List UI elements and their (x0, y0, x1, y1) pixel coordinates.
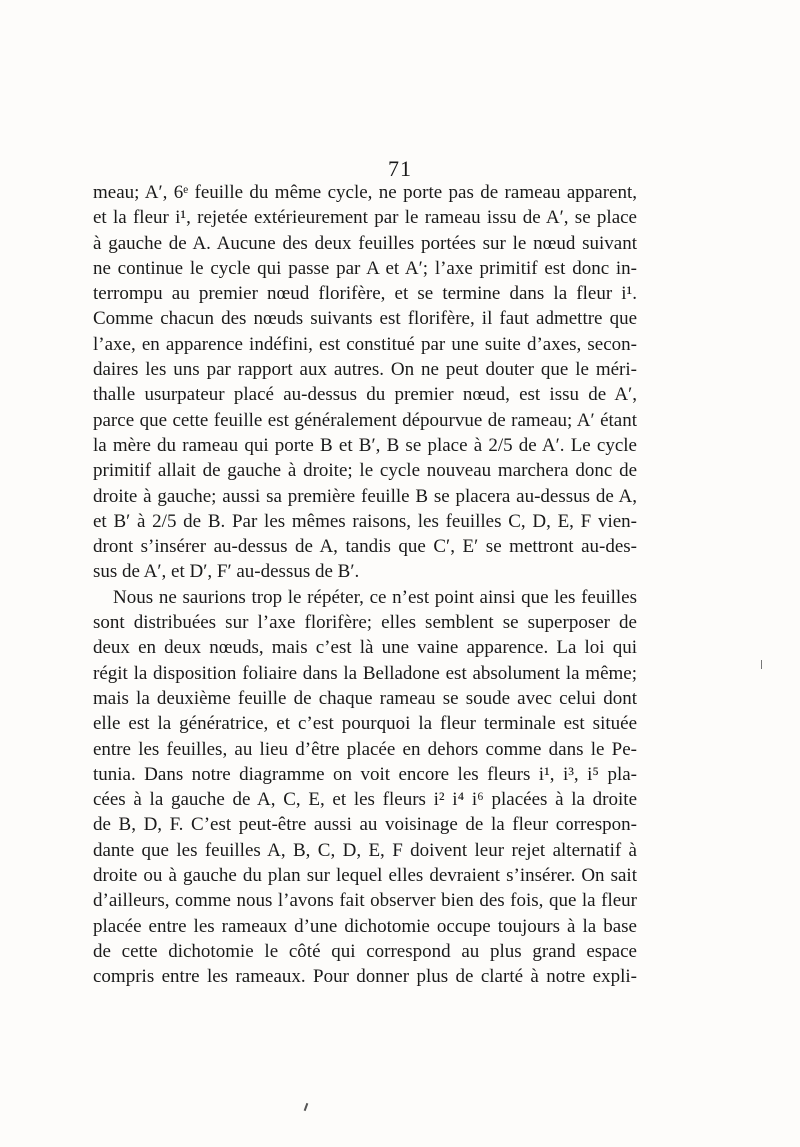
text-line: primitif allait de gauche à droite; le cycle nouveau marchera donc de (93, 460, 637, 482)
text-line: et la fleur i¹, rejetée extérieurement par le rameau issu de A′, se place (93, 207, 637, 229)
text-line: ne continue le cycle qui passe par A et A′; l’axe primitif est donc in- (93, 257, 637, 279)
text-line: et B′ à 2/5 de B. Par les mêmes raisons, les feuilles C, D, E, F vien- (93, 510, 637, 532)
text-line: cées à la gauche de A, C, E, et les fleurs i² i⁴ i⁶ placées à la droite (93, 789, 637, 811)
paragraph-2 (93, 585, 637, 990)
text-line: meau; A′, 6ᵉ feuille du même cycle, ne porte pas de rameau apparent, (93, 182, 637, 203)
text-line: deux en deux nœuds, mais c’est là une vaine apparence. La loi qui (93, 637, 637, 659)
text-line: dront s’insérer au-dessus de A, tandis que C′, E′ se mettront au-des- (93, 536, 637, 558)
body-text (93, 180, 637, 990)
text-line: de cette dichotomie le côté qui correspond au plus grand espace (93, 940, 637, 962)
page-number: 71 (388, 156, 412, 181)
text-line: d’ailleurs, comme nous l’avons fait observer bien des fois, que la fleur (93, 890, 637, 912)
text-line: compris entre les rameaux. Pour donner plus de clarté à notre expli- (93, 966, 637, 988)
text-line: Comme chacun des nœuds suivants est florifère, il faut admettre que (93, 308, 637, 330)
text-line: thalle usurpateur placé au-dessus du premier nœud, est issu de A′, (93, 384, 637, 406)
text-line: placée entre les rameaux d’une dichotomie occupe toujours à la base (93, 915, 637, 937)
text-line: terrompu au premier nœud florifère, et se termine dans la fleur i¹. (93, 283, 637, 305)
text-line: de B, D, F. C’est peut-être aussi au voisinage de la fleur correspon- (93, 814, 637, 836)
text-line: dante que les feuilles A, B, C, D, E, F doivent leur rejet alternatif à (93, 839, 637, 861)
text-line: entre les feuilles, au lieu d’être placée en dehors comme dans le Pe- (93, 738, 637, 760)
text-line: régit la disposition foliaire dans la Belladone est absolument la même; (93, 662, 637, 684)
text-line: l’axe, en apparence indéfini, est constitué par une suite d’axes, secon- (93, 333, 637, 355)
stray-mark (304, 1103, 309, 1111)
stray-mark (761, 660, 762, 669)
text-line: daires les uns par rapport aux autres. On ne peut douter que le méri- (93, 359, 637, 381)
text-line: mais la deuxième feuille de chaque rameau se soude avec celui dont (93, 687, 637, 709)
text-line: la mère du rameau qui porte B et B′, B se place à 2/5 de A′. Le cycle (93, 434, 637, 456)
paragraph-1 (93, 180, 637, 585)
text-line: tunia. Dans notre diagramme on voit encore les fleurs i¹, i³, i⁵ pla- (93, 763, 637, 785)
text-line: Nous ne saurions trop le répéter, ce n’est point ainsi que les feuilles (113, 586, 637, 608)
text-line: droite ou à gauche du plan sur lequel elles devraient s’insérer. On sait (93, 865, 637, 887)
text-line: sus de A′, et D′, F′ au-dessus de B′. (93, 561, 360, 583)
text-line: à gauche de A. Aucune des deux feuilles portées sur le nœud suivant (93, 232, 637, 254)
text-line: parce que cette feuille est généralement dépourvue de rameau; A′ étant (93, 409, 637, 431)
text-line: elle est la génératrice, et c’est pourquoi la fleur terminale est située (93, 713, 637, 735)
text-line: droite à gauche; aussi sa première feuille B se placera au-dessus de A, (93, 485, 637, 507)
text-line: sont distribuées sur l’axe florifère; elles semblent se superposer de (93, 612, 637, 634)
